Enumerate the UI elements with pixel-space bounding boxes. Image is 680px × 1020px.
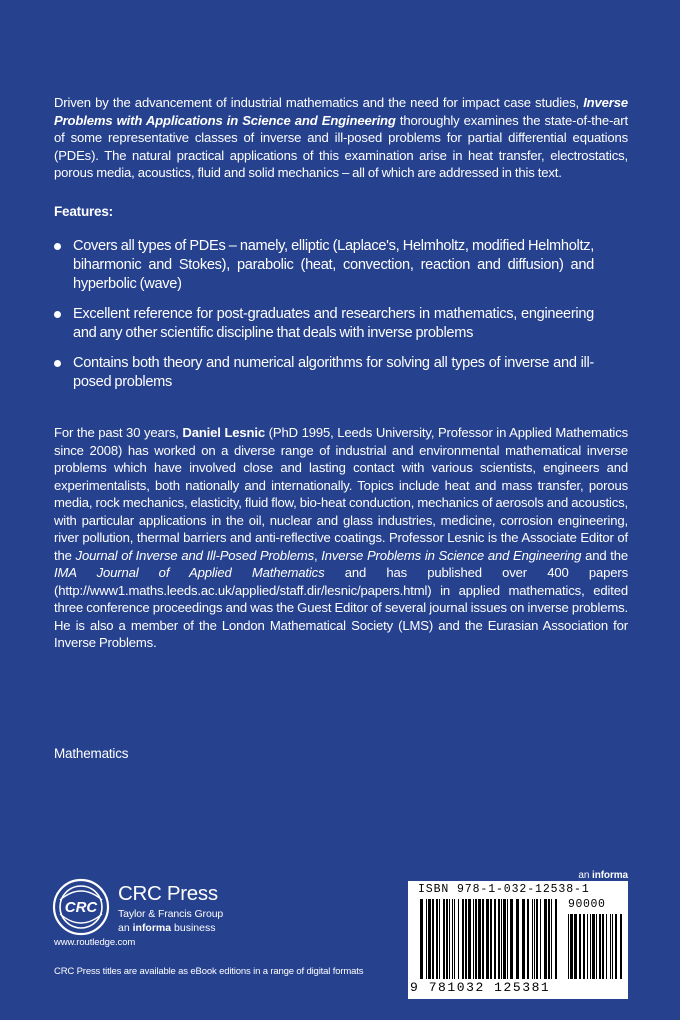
- journal-title: Journal of Inverse and Ill-Posed Problems: [75, 547, 314, 563]
- ebook-note: CRC Press titles are available as eBook editions in a range of digital formats: [54, 966, 364, 977]
- features-heading: Features:: [54, 204, 113, 219]
- feature-text: Covers all types of PDEs – namely, elliptic (Laplace's, Helmholtz, modified Helmholtz, biharmonic and Stokes), parabolic (heat, convection, reaction and diffusion) and hyperbolic (wave): [73, 238, 594, 292]
- bio-part: For the past 30 years,: [54, 425, 183, 440]
- subject-category: Mathematics: [54, 746, 129, 761]
- publisher-group: Taylor & Francis Group: [118, 908, 224, 920]
- bio-separator: ,: [314, 547, 322, 563]
- informa-brand: informa: [592, 870, 628, 881]
- crc-press-logo-icon: [52, 878, 110, 936]
- publisher-name: CRC Press: [118, 882, 218, 905]
- isbn-label: ISBN 978-1-032-12538-1: [418, 883, 590, 896]
- bio-part: and has published over 400 papers (http://www1.maths.leeds.ac.uk/applied/staff.dir/lesnic/papers.html) in applied mathematics, edited three conference proceedings and was the Guest Editor of several journal issues on inverse problems. He is also a member of the London Mathematical Society (LMS) and the Eurasian Association for Inverse Problems.: [54, 565, 628, 650]
- isbn-digits: 9 781032 125381: [410, 980, 551, 995]
- book-title: Inverse Problems with Applications in Science and Engineering: [54, 95, 628, 128]
- publisher-website: www.routledge.com: [54, 937, 136, 948]
- bullet-icon: [54, 311, 61, 318]
- publisher-tagline: [118, 922, 215, 934]
- tagline-brand: informa: [132, 922, 172, 934]
- description-rest: thoroughly examines the state-of-the-art of some representative classes of inverse and ill-posed problems for partial differential equations (PDEs). The natural practical applications of this examination arise in heat transfer, electrostatics, porous media, acoustics, fluid and solid mechanics – all of which are addressed in this text.: [54, 112, 629, 180]
- barcode: [408, 881, 628, 999]
- feature-item: [54, 305, 594, 343]
- author-bio: [54, 424, 628, 652]
- bio-part: (PhD 1995, Leeds University, Professor in Applied Mathematics since 2008) has worked on a diverse range of industrial and environmental mathematical inverse problems which have involved close and lasting contact with various scientists, engineers and experimentalists, both nationally and internationally. Topics include heat and mass transfer, porous media, rock mechanics, elasticity, fluid flow, bio-heat conduction, mechanics of aerosols and acoustics, with particular applications in the oil, nuclear and glass industries, medicine, corrosion engineering, river pollution, thermal barriers and anti-reflective coatings. Professor Lesnic is the Associate Editor of the: [54, 425, 628, 563]
- description-paragraph: [54, 94, 628, 182]
- bullet-icon: [54, 360, 61, 367]
- bullet-icon: [54, 243, 61, 250]
- author-name: Daniel Lesnic: [182, 425, 266, 440]
- tagline-suffix: business: [171, 922, 216, 934]
- journal-title: Inverse Problems in Science and Engineering: [321, 547, 582, 563]
- description-lead: Driven by the advancement of industrial mathematics and the need for impact case studies,: [54, 95, 584, 110]
- logo-text: CRC: [64, 899, 98, 916]
- feature-item: [54, 237, 594, 294]
- feature-text: Contains both theory and numerical algorithms for solving all types of inverse and ill-posed problems: [73, 355, 594, 390]
- barcode-addon-number: 90000: [568, 898, 606, 911]
- tagline-prefix: an: [118, 922, 133, 934]
- journal-title: IMA Journal of Applied Mathematics: [54, 565, 325, 580]
- bio-separator: and the: [581, 547, 629, 563]
- informa-prefix: an: [578, 870, 593, 881]
- feature-text: Excellent reference for post-graduates and researchers in mathematics, engineering and any other scientific discipline that deals with inverse problems: [73, 306, 594, 341]
- feature-item: [54, 354, 594, 392]
- features-list: [54, 237, 594, 403]
